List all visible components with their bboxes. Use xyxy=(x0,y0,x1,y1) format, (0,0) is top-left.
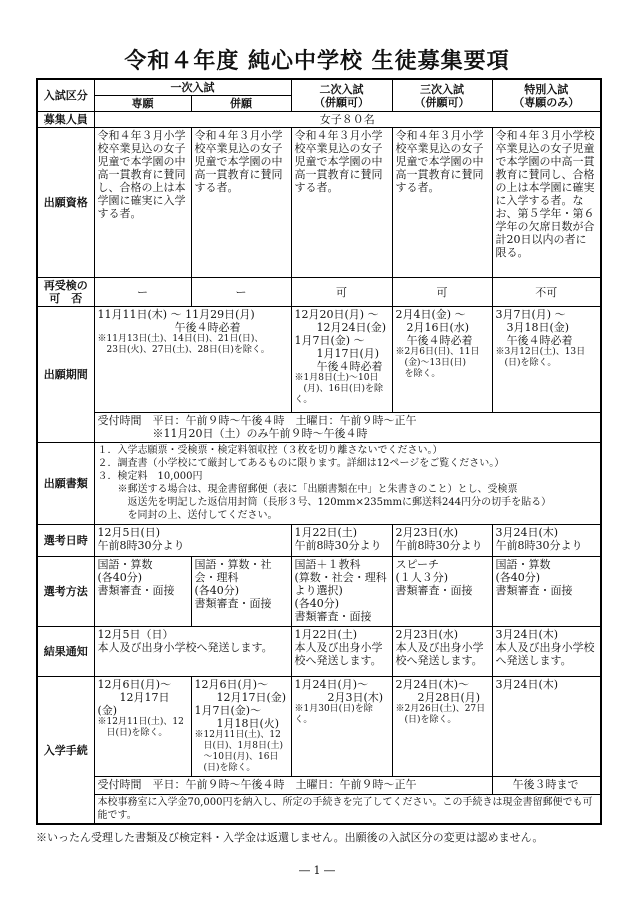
period-second-note: ※1月8日(土)～10日 (月)、16日(日)を除く。 xyxy=(294,373,383,405)
eligibility-first-heigan: 令和４年３月小学校卒業見込の女子児童で本学園の中高一貫教育に賛同する者。 xyxy=(191,128,291,278)
method-label: 選考方法 xyxy=(37,557,94,627)
retake-label: 再受検の 可 否 xyxy=(37,278,94,307)
third-exam-title: 三次入試 xyxy=(420,82,464,96)
admission-third xyxy=(392,677,492,777)
admission-second xyxy=(291,677,392,777)
admission-reception-hours: 受付時間 平日：午前９時～午後４時 土曜日：午前９時～正午 xyxy=(94,777,492,795)
eligibility-first-tangan: 令和４年３月小学校卒業見込の女子児童で本学園の中高一貫教育に賛同し、合格の上は本学園に確実に入学する者。 xyxy=(94,128,191,278)
retake-first-tangan: ー xyxy=(94,278,191,307)
period-label: 出願期間 xyxy=(37,307,94,443)
third-exam-sub: （併願可） xyxy=(414,95,470,109)
second-exam-header xyxy=(291,79,392,112)
first-exam-header: 一次入試 xyxy=(94,79,291,96)
period-special xyxy=(492,307,601,413)
exam-date-third: 2月23日(水) 午前8時30分より xyxy=(392,525,492,557)
documents-label: 出願書類 xyxy=(37,443,94,525)
retake-special: 不可 xyxy=(492,278,601,307)
period-special-dates: 3月7日(月) ～ 3月18日(金) 午後４時必着 xyxy=(495,308,573,347)
admission-table xyxy=(36,78,602,825)
period-second xyxy=(291,307,392,413)
admission-first-heigan xyxy=(191,677,291,777)
admission-first-tangan-note: ※12月11日(土)、12 日(日)を除く。 xyxy=(97,717,184,738)
admission-third-dates: 2月24日(木)～ 2月28日(月) xyxy=(395,678,481,704)
period-first-dates: 11月11日(木) ～ 11月29日(月) 午後４時必着 xyxy=(97,308,255,334)
admission-third-note: ※2月26日(土)、27日 (日)を除く。 xyxy=(395,704,486,725)
special-exam-title: 特別入試 xyxy=(524,82,569,96)
admission-second-note: ※1月30日(日)を除く。 xyxy=(294,704,373,725)
page-title: 令和４年度 純心中学校 生徒募集要項 xyxy=(124,49,510,74)
eligibility-second: 令和４年３月小学校卒業見込の女子児童で本学園の中高一貫教育に賛同する者。 xyxy=(291,128,392,278)
second-exam-title: 二次入試 xyxy=(319,82,364,96)
third-exam-header xyxy=(392,79,492,112)
method-first-heigan: 国語・算数・社会・理科 (各40分) 書類審査・面接 xyxy=(191,557,291,627)
capacity-value: 女子８０名 xyxy=(94,112,601,128)
period-third xyxy=(392,307,492,413)
result-third: 2月23日(水) 本人及び出身小学校へ発送します。 xyxy=(392,627,492,677)
second-exam-sub: （併願可） xyxy=(314,95,369,109)
admission-special: 3月24日(木) xyxy=(492,677,601,777)
period-reception-hours: 受付時間 平日：午前９時～午後４時 土曜日：午前９時～正午 ※11月20日（土）のみ午前９時～午後４時 xyxy=(94,413,601,443)
result-first: 12月5日（日） 本人及び出身小学校へ発送します。 xyxy=(94,627,291,677)
eligibility-third: 令和４年３月小学校卒業見込の女子児童で本学園の中高一貫教育に賛同する者。 xyxy=(392,128,492,278)
admission-second-dates: 1月24日(月)～ 2月3日(木) xyxy=(294,678,384,704)
special-exam-sub: （専願のみ） xyxy=(513,95,580,109)
exam-date-special: 3月24日(木) 午前8時30分より xyxy=(492,525,601,557)
admission-fee-note: 本校事務室に入学金70,000円を納入し、所定の手続きを完了してください。この手続きは現金書留郵便でも可能です。 xyxy=(94,795,601,825)
admission-first-tangan-dates: 12月6日(月)～ 12月17日(金) xyxy=(97,678,172,717)
result-special: 3月24日(木) 本人及び出身小学校へ発送します。 xyxy=(492,627,601,677)
period-third-dates: 2月4日(金) ～ 2月16日(水) 午後４時必着 xyxy=(395,308,473,347)
retake-third: 可 xyxy=(392,278,492,307)
method-second: 国語＋１教科 (算数・社会・理科より選択) (各40分) 書類審査・面接 xyxy=(291,557,392,627)
eligibility-special: 令和４年３月小学校卒業見込の女子児童で本学園の中高一貫教育に賛同し、合格の上は本学園に確実に入学する者。なお、第５学年・第６学年の欠席日数が合計20日以内の者に限る。 xyxy=(492,128,601,278)
period-first xyxy=(94,307,291,413)
retake-first-heigan: ー xyxy=(191,278,291,307)
method-special: 国語・算数 (各40分) 書類審査・面接 xyxy=(492,557,601,627)
documents-list: １．入学志願票・受検票・検定料領収控（３枚を切り離さないでください。） ２．調査書（小学校にて厳封してあるものに限ります。詳細は12ページをご覧ください。） ３．検定料 10,000円 ※郵送する場合は、現金書留郵便（表に「出願書類在中」と朱書きのこと）とし、受検票 返送先を明記した返信用封筒（長形３号、120mm×235mmに郵送料244円分の切手を貼る） を同封の上、送付してください。 xyxy=(94,443,601,525)
exam-date-first: 12月5日(日) 午前8時30分より xyxy=(94,525,291,557)
period-third-note: ※2月6日(日)、11日 (金)～13日(日) を除く。 xyxy=(395,347,480,379)
method-first-tangan: 国語・算数 (各40分) 書類審査・面接 xyxy=(94,557,191,627)
eligibility-label: 出願資格 xyxy=(37,128,94,278)
exam-date-second: 1月22日(土) 午前8時30分より xyxy=(291,525,392,557)
admission-label: 入学手続 xyxy=(37,677,94,825)
admission-first-tangan xyxy=(94,677,191,777)
method-third: スピーチ (１人３分) 書類審査・面接 xyxy=(392,557,492,627)
period-first-note: ※11月13日(土)、14日(日)、21日(日)、 23日(火)、27日(土)、28日(日)を除く。 xyxy=(97,334,270,355)
special-exam-header xyxy=(492,79,601,112)
admission-first-heigan-dates: 12月6日(月)～ 12月17日(金) 1月7日(金)～ 1月18日(火) xyxy=(194,678,287,730)
period-second-dates: 12月20日(月) ～ 12月24日(金) 1月7日(金) ～ 1月17日(月) 午後４時必着 xyxy=(294,308,387,373)
exam-category-label: 入試区分 xyxy=(37,79,94,112)
admission-reception-special: 午後３時まで xyxy=(492,777,601,795)
first-tangan-header: 専願 xyxy=(94,96,191,112)
admission-first-heigan-note: ※12月11日(土)、12 日(日)、1月8日(土) ～10日(月)、16日 (日)を除く。 xyxy=(194,730,283,773)
period-special-note: ※3月12日(土)、13日 (日)を除く。 xyxy=(495,347,586,368)
footer-note: ※いったん受理した書類及び検定料・入学金は返還しません。出願後の入試区分の変更は認めません。 xyxy=(36,831,544,844)
result-second: 1月22日(土) 本人及び出身小学校へ発送します。 xyxy=(291,627,392,677)
retake-second: 可 xyxy=(291,278,392,307)
capacity-label: 募集人員 xyxy=(37,112,94,128)
page-number: ― 1 ― xyxy=(299,864,335,877)
result-label: 結果通知 xyxy=(37,627,94,677)
exam-date-label: 選考日時 xyxy=(37,525,94,557)
first-heigan-header: 併願 xyxy=(191,96,291,112)
